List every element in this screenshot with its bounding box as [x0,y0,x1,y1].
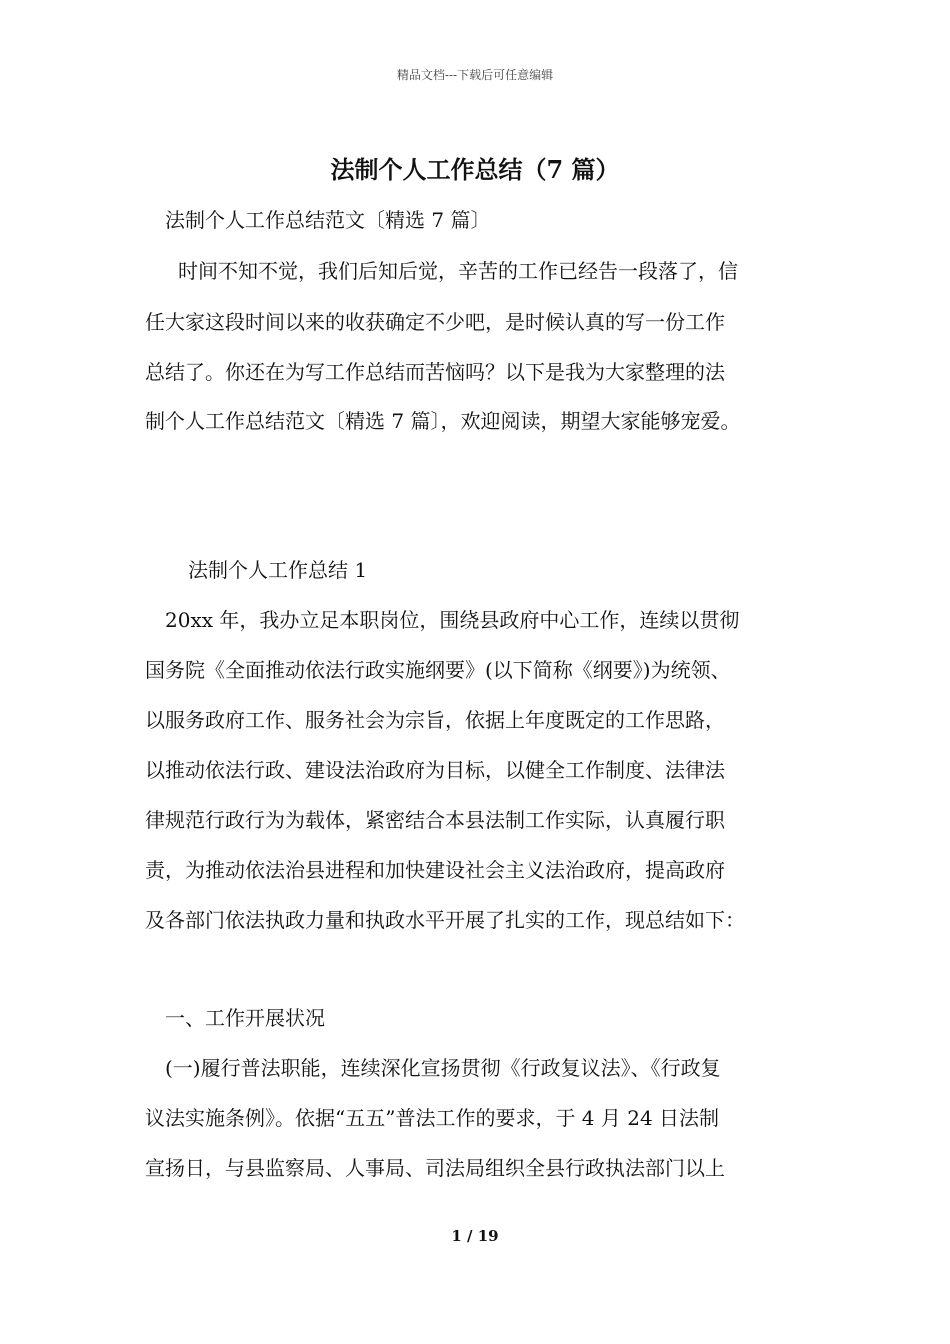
paragraph-line: 时间不知不觉，我们后知后觉，辛苦的工作已经告一段落了，信 [178,259,738,283]
document-title: 法制个人工作总结（7 篇） [330,155,620,184]
section-heading: 法制个人工作总结 1 [188,558,368,582]
paragraph-line: 制个人工作总结范文〔精选 7 篇〕，欢迎阅读，期望大家能够宠爱。 [145,409,741,433]
paragraph-line: 以推动依法行政、建设法治政府为目标，以健全工作制度、法律法 [145,758,725,782]
paragraph-line: 议法实施条例》。依据“五五”普法工作的要求，于 4 月 24 日法制 [145,1106,720,1130]
part-heading: 一、工作开展状况 [165,1006,325,1030]
paragraph-line: 及各部门依法执政力量和执政水平开展了扎实的工作，现总结如下： [145,908,745,932]
paragraph-line: (一)履行普法职能，连续深化宣扬贯彻《行政复议法》、《行政复 [165,1056,721,1080]
paragraph-line: 国务院《全面推动依法行政实施纲要》(以下简称《纲要》)为统领、 [145,658,731,682]
paragraph-line: 责，为推动依法治县进程和加快建设社会主义法治政府，提高政府 [145,858,725,882]
paragraph-line: 律规范行政行为为载体，紧密结合本县法制工作实际，认真履行职 [145,808,725,832]
subtitle: 法制个人工作总结范文〔精选 7 篇〕 [165,208,491,232]
paragraph-line: 任大家这段时间以来的收获确定不少吧，是时候认真的写一份工作 [145,310,725,334]
paragraph-line: 宣扬日，与县监察局、人事局、司法局组织全县行政执法部门以上 [145,1156,725,1180]
paragraph-line: 以服务政府工作、服务社会为宗旨，依据上年度既定的工作思路， [145,708,725,732]
header-note: 精品文档---下载后可任意编辑 [396,68,554,82]
page-number: 1 / 19 [451,1227,499,1245]
paragraph-line: 20xx 年，我办立足本职岗位，围绕县政府中心工作，连续以贯彻 [165,608,740,632]
paragraph-line: 总结了。你还在为写工作总结而苦恼吗？以下是我为大家整理的法 [145,360,725,384]
